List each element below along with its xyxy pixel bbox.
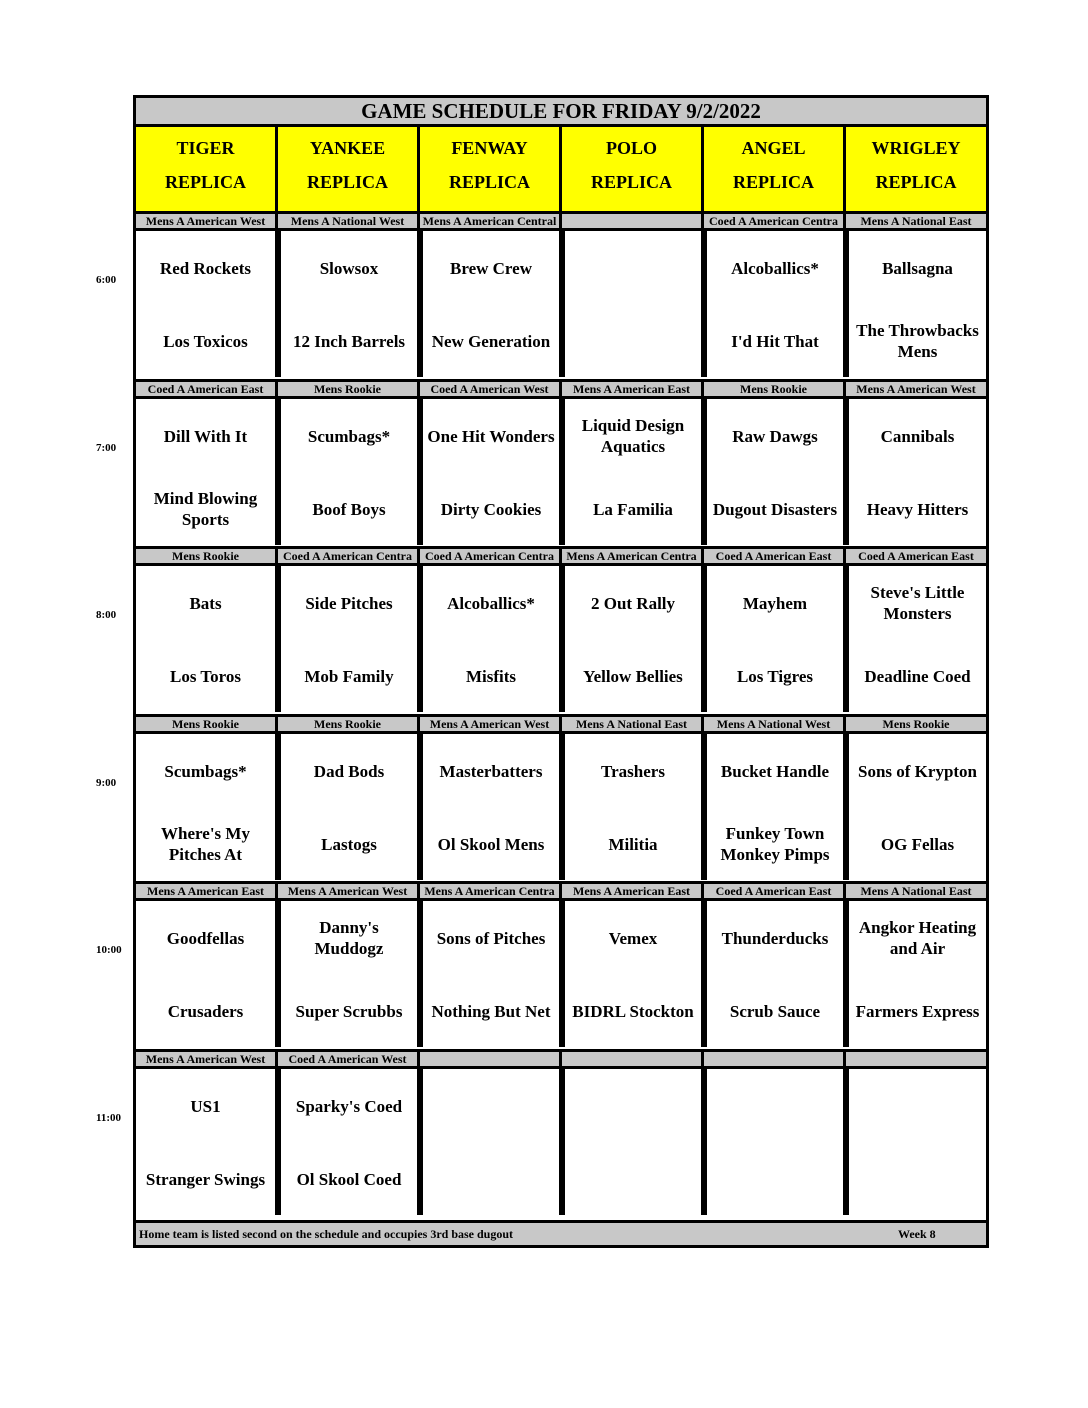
home-team: Boof Boys xyxy=(312,499,386,519)
game-cell xyxy=(136,566,278,712)
home-team: Deadline Coed xyxy=(864,666,971,686)
division-label: Mens A American East xyxy=(136,881,278,901)
field-header-3 xyxy=(562,127,704,211)
division-label: Coed A American East xyxy=(704,881,846,901)
time-label: 8:00 xyxy=(96,609,117,621)
home-team: BIDRL Stockton xyxy=(572,1001,694,1021)
field-name: FENWAY xyxy=(451,138,528,158)
away-team: Side Pitches xyxy=(305,593,393,613)
game-cell xyxy=(420,734,562,880)
division-label: Mens A American East xyxy=(562,379,704,399)
home-team: Los Tigres xyxy=(736,666,814,686)
field-header-0 xyxy=(136,127,278,211)
home-team xyxy=(565,316,701,366)
home-team: New Generation xyxy=(431,331,551,351)
field-subtitle: REPLICA xyxy=(875,172,957,192)
field-name: TIGER xyxy=(176,138,235,158)
game-cell xyxy=(704,734,846,880)
schedule-sheet xyxy=(133,95,989,1248)
game-cell xyxy=(846,399,986,545)
game-cell xyxy=(136,399,278,545)
division-label: Mens Rookie xyxy=(278,714,420,734)
game-cell xyxy=(562,901,704,1047)
away-team: 2 Out Rally xyxy=(590,593,676,613)
game-cell xyxy=(562,399,704,545)
division-label: Mens A National East xyxy=(846,881,986,901)
time-label: 10:00 xyxy=(96,944,122,956)
home-team: Mob Family xyxy=(304,666,394,686)
home-team: Stranger Swings xyxy=(145,1169,266,1189)
division-label: Mens Rookie xyxy=(278,379,420,399)
field-subtitle: REPLICA xyxy=(448,172,530,192)
schedule-title: GAME SCHEDULE FOR FRIDAY 9/2/2022 xyxy=(136,98,986,127)
game-cell xyxy=(420,901,562,1047)
away-team: Dad Bods xyxy=(313,761,385,781)
game-cell xyxy=(846,566,986,712)
game-cell xyxy=(136,1069,278,1215)
away-team: Cannibals xyxy=(880,426,955,446)
division-label: Mens A National West xyxy=(278,211,420,231)
away-team: Trashers xyxy=(601,761,665,781)
away-team: Alcoballics* xyxy=(447,593,535,613)
game-cell xyxy=(278,399,420,545)
division-label: Mens A American Centra xyxy=(562,546,704,566)
time-label: 11:00 xyxy=(96,1112,122,1124)
field-name: POLO xyxy=(605,138,657,158)
home-team: Scrub Sauce xyxy=(729,1001,821,1021)
home-team xyxy=(423,1154,559,1204)
game-cell xyxy=(420,1069,562,1215)
game-cell xyxy=(704,399,846,545)
game-cell xyxy=(136,231,278,377)
field-name: WRIGLEY xyxy=(871,138,961,158)
away-team: Raw Dawgs xyxy=(732,426,818,446)
home-team: Los Toxicos xyxy=(163,331,248,351)
home-team: Crusaders xyxy=(167,1001,244,1021)
away-team xyxy=(849,1081,986,1131)
game-cell xyxy=(278,901,420,1047)
division-label: Mens A National East xyxy=(846,211,986,231)
game-cell xyxy=(704,231,846,377)
field-header-4 xyxy=(704,127,846,211)
game-cell xyxy=(562,734,704,880)
game-cell xyxy=(420,231,562,377)
home-team: Super Scrubbs xyxy=(295,1001,403,1021)
game-cell xyxy=(846,1069,986,1215)
game-cell xyxy=(704,1069,846,1215)
field-subtitle: REPLICA xyxy=(590,172,672,192)
home-team: Los Toros xyxy=(169,666,242,686)
division-label: Mens A American East xyxy=(562,881,704,901)
game-cell xyxy=(278,231,420,377)
game-cell xyxy=(136,901,278,1047)
game-cell xyxy=(420,566,562,712)
home-team: Dirty Cookies xyxy=(440,499,542,519)
away-team: Scumbags* xyxy=(164,761,247,781)
away-team: Ballsagna xyxy=(882,258,953,278)
home-team: Where's My Pitches At xyxy=(161,824,250,864)
home-team: Ol Skool Mens xyxy=(437,834,545,854)
footer-note: Home team is listed second on the schedule and occupies 3rd base dugout xyxy=(139,1227,514,1241)
home-team: 12 Inch Barrels xyxy=(292,331,406,351)
home-team: Yellow Bellies xyxy=(583,666,683,686)
division-label: Mens A American Centra xyxy=(420,881,562,901)
field-header-5 xyxy=(846,127,986,211)
game-cell xyxy=(278,1069,420,1215)
away-team: Thunderducks xyxy=(721,928,829,948)
field-name: YANKEE xyxy=(309,138,386,158)
away-team: Steve's Little Monsters xyxy=(870,583,965,623)
field-subtitle: REPLICA xyxy=(164,172,246,192)
field-header-2 xyxy=(420,127,562,211)
division-label: Coed A American Centra xyxy=(420,546,562,566)
division-label: Mens Rookie xyxy=(136,546,278,566)
division-label: Mens Rookie xyxy=(704,379,846,399)
away-team: US1 xyxy=(190,1096,221,1116)
division-label: Coed A American East xyxy=(704,546,846,566)
away-team: Sparky's Coed xyxy=(295,1096,403,1116)
division-label: Mens A American West xyxy=(136,1049,278,1069)
home-team xyxy=(707,1154,843,1204)
field-subtitle: REPLICA xyxy=(306,172,388,192)
schedule-footer xyxy=(136,1220,986,1245)
division-label xyxy=(420,1049,562,1069)
home-team: The Throwbacks Mens xyxy=(856,321,979,361)
game-cell xyxy=(562,1069,704,1215)
away-team: Sons of Krypton xyxy=(857,761,978,781)
division-label: Coed A American Centra xyxy=(704,211,846,231)
home-team: Funkey Town Monkey Pimps xyxy=(720,824,830,864)
game-cell xyxy=(704,566,846,712)
away-team: Alcoballics* xyxy=(731,258,819,278)
division-label: Coed A American Centra xyxy=(278,546,420,566)
game-cell xyxy=(846,901,986,1047)
division-label xyxy=(704,1049,846,1069)
away-team: One Hit Wonders xyxy=(427,426,555,446)
game-cell xyxy=(420,399,562,545)
division-label: Mens A National West xyxy=(704,714,846,734)
away-team: Liquid Design Aquatics xyxy=(581,416,685,456)
away-team: Scumbags* xyxy=(307,426,391,446)
home-team: Lastogs xyxy=(321,834,377,854)
field-name: ANGEL xyxy=(741,138,806,158)
home-team: Misfits xyxy=(465,666,517,686)
away-team: Goodfellas xyxy=(166,928,245,948)
game-cell xyxy=(704,901,846,1047)
home-team: Farmers Express xyxy=(855,1001,980,1021)
away-team xyxy=(707,1081,843,1131)
time-label: 9:00 xyxy=(96,777,117,789)
away-team: Dill With It xyxy=(163,426,248,446)
home-team: Mind Blowing Sports xyxy=(153,489,258,529)
away-team xyxy=(565,243,701,293)
division-label: Mens Rookie xyxy=(846,714,986,734)
away-team: Mayhem xyxy=(742,593,808,613)
division-label: Coed A American East xyxy=(846,546,986,566)
home-team: Militia xyxy=(608,834,658,854)
division-label: Mens A American West xyxy=(136,211,278,231)
division-label xyxy=(562,1049,704,1069)
division-label: Coed A American West xyxy=(278,1049,420,1069)
home-team: Ol Skool Coed xyxy=(296,1169,402,1189)
game-cell xyxy=(562,231,704,377)
home-team: Heavy Hitters xyxy=(866,499,969,519)
away-team: Bucket Handle xyxy=(720,761,830,781)
home-team: I'd Hit That xyxy=(731,331,819,351)
game-cell xyxy=(278,566,420,712)
division-label: Mens A American Central xyxy=(420,211,562,231)
home-team: OG Fellas xyxy=(880,834,955,854)
away-team: Brew Crew xyxy=(450,258,532,278)
week-label: Week 8 xyxy=(898,1227,936,1241)
time-label: 6:00 xyxy=(96,274,117,286)
game-cell xyxy=(136,734,278,880)
division-label: Coed A American West xyxy=(420,379,562,399)
game-cell xyxy=(846,231,986,377)
game-cell xyxy=(562,566,704,712)
away-team xyxy=(423,1081,559,1131)
away-team: Vemex xyxy=(608,928,658,948)
field-header-1 xyxy=(278,127,420,211)
away-team: Bats xyxy=(189,593,222,613)
division-label: Coed A American East xyxy=(136,379,278,399)
home-team xyxy=(849,1154,986,1204)
away-team xyxy=(565,1081,701,1131)
division-label xyxy=(846,1049,986,1069)
away-team: Danny's Muddogz xyxy=(314,918,384,958)
time-label: 7:00 xyxy=(96,442,117,454)
away-team: Sons of Pitches xyxy=(436,928,546,948)
home-team xyxy=(565,1154,701,1204)
division-label: Mens A American West xyxy=(278,881,420,901)
field-subtitle: REPLICA xyxy=(732,172,814,192)
division-label: Mens Rookie xyxy=(136,714,278,734)
home-team: Dugout Disasters xyxy=(712,499,838,519)
home-team: Nothing But Net xyxy=(431,1001,551,1021)
division-label: Mens A American West xyxy=(846,379,986,399)
home-team: La Familia xyxy=(593,499,673,519)
away-team: Angkor Heating and Air xyxy=(858,918,977,958)
division-label xyxy=(562,211,704,231)
division-label: Mens A American West xyxy=(420,714,562,734)
game-cell xyxy=(846,734,986,880)
game-cell xyxy=(278,734,420,880)
away-team: Red Rockets xyxy=(159,258,252,278)
away-team: Slowsox xyxy=(319,258,379,278)
away-team: Masterbatters xyxy=(439,761,543,781)
division-label: Mens A National East xyxy=(562,714,704,734)
